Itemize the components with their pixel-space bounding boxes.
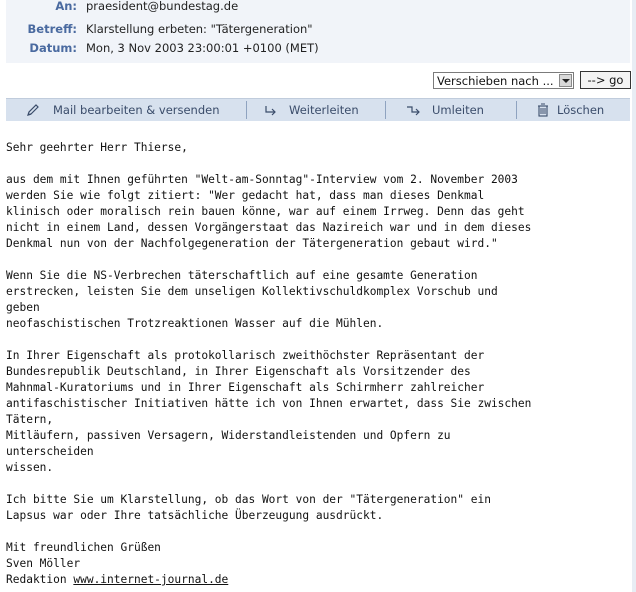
- toolbar-divider: [246, 101, 247, 119]
- trash-icon: [537, 103, 549, 117]
- body-line: Bundesrepublik Deutschland, in Ihrer Eigenschaft als Vorsitzender des: [6, 365, 471, 378]
- subject-value: Klarstellung erbeten: "Tätergeneration": [86, 22, 313, 36]
- body-line: geben: [6, 301, 40, 314]
- body-spacer: [6, 156, 531, 172]
- sender-name: Sven Möller: [6, 557, 81, 570]
- body-line: werden Sie wie folgt zitiert: "Wer gedacht hat, dass man dieses Denkmal: [6, 189, 485, 202]
- body-line: Denkmal nun von der Nachfolgegeneration der Tätergeneration gebaut wird.": [6, 237, 498, 250]
- body-line: Wenn Sie die NS-Verbrechen täterschaftlich auf eine gesamte Generation: [6, 269, 478, 282]
- body-spacer: [6, 524, 531, 540]
- scrollbar-track[interactable]: [632, 0, 636, 592]
- forward-arrow-icon: [264, 103, 278, 117]
- body-line: aus dem mit Ihnen geführten "Welt-am-Sonntag"-Interview vom 2. November 2003: [6, 173, 518, 186]
- body-line: In Ihrer Eigenschaft als protokollarisch zweithöchster Repräsentant der: [6, 349, 485, 362]
- body-line: Mahnmal-Kuratoriums und in Ihrer Eigenschaft als Schirmherr zahlreicher: [6, 381, 485, 394]
- delete-button[interactable]: [537, 99, 627, 121]
- forward-button[interactable]: [264, 99, 394, 121]
- signature-prefix: Redaktion: [6, 573, 74, 586]
- delete-label: Löschen: [557, 103, 605, 117]
- date-value: Mon, 3 Nov 2003 23:00:01 +0100 (MET): [86, 41, 319, 55]
- to-row: [6, 0, 630, 15]
- chevron-down-icon[interactable]: [559, 74, 572, 87]
- move-to-folder-select[interactable]: [433, 72, 574, 89]
- redirect-label: Umleiten: [432, 103, 484, 117]
- to-value: praesident@bundestag.de: [86, 0, 239, 13]
- body-line: neofaschistischen Trotzreaktionen Wasser auf die Mühlen.: [6, 317, 384, 330]
- body-line: erstrecken, leisten Sie dem unseligen Kollektivschuldkomplex Vorschub und: [6, 285, 498, 298]
- body-spacer: [6, 252, 531, 268]
- redirect-button[interactable]: [406, 99, 516, 121]
- body-line: klinisch oder moralisch rein bauen könne, war auf einem Irrweg. Denn das geht: [6, 205, 525, 218]
- go-button[interactable]: --> go: [580, 71, 631, 89]
- toolbar-divider: [385, 101, 386, 119]
- body-line: Ich bitte Sie um Klarstellung, ob das Wort von der "Tätergeneration" ein: [6, 493, 491, 506]
- body-line: antifaschistischer Initiativen hätte ich von Ihnen erwartet, dass Sie zwischen: [6, 397, 532, 410]
- pencil-icon: [26, 103, 40, 117]
- toolbar-divider: [516, 101, 517, 119]
- salutation: Sehr geehrter Herr Thierse,: [6, 141, 188, 154]
- subject-label: Betreff:: [27, 22, 77, 36]
- body-line: Lapsus war oder Ihre tatsächliche Überzeugung ausdrückt.: [6, 509, 384, 522]
- message-header: [6, 0, 630, 63]
- signature-link[interactable]: www.internet-journal.de: [73, 573, 229, 586]
- body-line: Mitläufern, passiven Versagern, Widerstandleistenden und Opfern zu: [6, 429, 451, 442]
- body-line: nicht in einem Land, dessen Vorgängerstaat das Nazireich war und in dem dieses: [6, 221, 532, 234]
- redirect-arrow-icon: [406, 103, 422, 117]
- edit-send-button[interactable]: [26, 99, 248, 121]
- forward-label: Weiterleiten: [289, 103, 359, 117]
- body-line: unterscheiden: [6, 445, 94, 458]
- subject-row: [6, 20, 630, 38]
- date-label: Datum:: [29, 41, 77, 55]
- closing: Mit freundlichen Grüßen: [6, 541, 161, 554]
- to-label: An:: [55, 0, 77, 13]
- body-spacer: [6, 332, 531, 348]
- date-row: [6, 39, 630, 57]
- edit-send-label: Mail bearbeiten & versenden: [53, 103, 220, 117]
- body-line: Tätern,: [6, 413, 54, 426]
- body-spacer: [6, 476, 531, 492]
- message-toolbar: [6, 98, 630, 121]
- move-select-value: Verschieben nach ...: [437, 74, 554, 88]
- message-body: [6, 140, 531, 588]
- body-line: wissen.: [6, 461, 54, 474]
- signature-line: [6, 572, 531, 588]
